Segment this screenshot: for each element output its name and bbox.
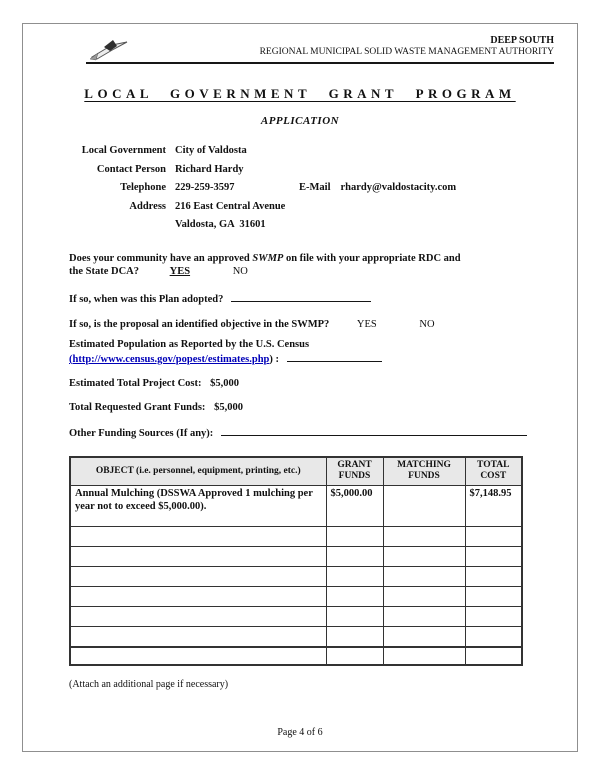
org-name-line1: DEEP SOUTH <box>490 35 554 46</box>
applicant-info-block <box>69 142 547 235</box>
budget-table-empty-cell <box>383 586 465 606</box>
budget-table-cell: $5,000.00 <box>326 485 383 526</box>
email-value: rhardy@valdostacity.com <box>340 182 457 194</box>
budget-table-empty-cell <box>70 647 326 665</box>
plan-adopted-label: If so, when was this Plan adopted? <box>69 293 224 305</box>
census-label-line1: Estimated Population as Reported by the U.S. Census <box>69 338 310 350</box>
budget-table-cell <box>383 485 465 526</box>
page-header <box>86 35 554 58</box>
attach-note: (Attach an additional page if necessary) <box>69 678 229 690</box>
budget-table-empty-cell <box>70 606 326 626</box>
budget-table-empty-cell <box>465 566 522 586</box>
census-link-close: ) : <box>269 353 280 365</box>
objective-question <box>69 318 547 331</box>
swmp-question-text-1: Does your community have an approved <box>69 252 253 264</box>
budget-table-empty-cell <box>326 647 383 665</box>
budget-table-empty-cell <box>383 647 465 665</box>
swmp-no-option: NO <box>232 265 248 277</box>
requested-grant-funds-value: $5,000 <box>214 401 243 413</box>
page-title: LOCAL GOVERNMENT GRANT PROGRAM <box>84 86 516 102</box>
budget-table-empty-cell <box>326 526 383 546</box>
budget-table-empty-row <box>70 566 522 586</box>
budget-table-empty-cell <box>465 606 522 626</box>
budget-table-empty-cell <box>465 586 522 606</box>
budget-table-data-row <box>70 485 522 526</box>
census-population-blank-field <box>287 351 382 362</box>
info-row-contact-person <box>69 161 547 180</box>
local-government-value: City of Valdosta <box>175 145 247 157</box>
plan-adopted-question <box>69 291 547 306</box>
contact-person-label: Contact Person <box>96 163 166 175</box>
other-funding-sources-blank-field <box>221 425 527 436</box>
budget-table-header-cell: TOTAL COST <box>465 457 522 485</box>
objective-no-option: NO <box>419 318 435 330</box>
budget-table-header-row <box>70 457 522 485</box>
objective-yes-option: YES <box>356 318 377 330</box>
info-row-address2 <box>69 216 547 235</box>
census-url-link[interactable]: http://www.census.gov/popest/estimates.php <box>72 353 270 365</box>
budget-table-empty-cell <box>465 526 522 546</box>
budget-table-empty-row <box>70 526 522 546</box>
budget-table-empty-cell <box>326 546 383 566</box>
requested-grant-funds-line <box>69 401 547 414</box>
budget-table-empty-cell <box>70 546 326 566</box>
other-funding-sources-label: Other Funding Sources (If any): <box>69 427 214 439</box>
page-subtitle: APPLICATION <box>260 115 340 128</box>
swmp-term: SWMP <box>252 252 284 264</box>
budget-table-empty-cell <box>383 526 465 546</box>
budget-table-empty-cell <box>326 566 383 586</box>
requested-grant-funds-label: Total Requested Grant Funds: <box>69 401 206 413</box>
swmp-question <box>69 252 547 278</box>
budget-table-header-cell: OBJECT (i.e. personnel, equipment, printing, etc.) <box>70 457 326 485</box>
address-label: Address <box>129 200 166 212</box>
budget-table-cell: Annual Mulching (DSSWA Approved 1 mulching per year not to exceed $5,000.00). <box>70 485 326 526</box>
budget-table-empty-cell <box>70 526 326 546</box>
budget-table-empty-cell <box>70 586 326 606</box>
contact-person-value: Richard Hardy <box>175 163 244 175</box>
budget-table-empty-cell <box>465 647 522 665</box>
estimated-total-cost-line <box>69 377 547 390</box>
budget-table-empty-cell <box>326 606 383 626</box>
info-row-local-government <box>69 142 547 161</box>
budget-table-body <box>70 485 522 665</box>
budget-table-empty-cell <box>70 626 326 647</box>
other-funding-sources-line <box>69 425 547 440</box>
swmp-yes-option: YES <box>169 265 191 277</box>
application-form-page <box>22 23 578 752</box>
budget-table-header-cell: MATCHING FUNDS <box>383 457 465 485</box>
budget-table-empty-row <box>70 647 522 665</box>
budget-table-empty-cell <box>383 566 465 586</box>
budget-table-empty-cell <box>70 566 326 586</box>
budget-table-empty-row <box>70 586 522 606</box>
budget-table-empty-cell <box>326 626 383 647</box>
budget-table-empty-cell <box>326 586 383 606</box>
address-line2: Valdosta, GA 31601 <box>175 219 266 231</box>
address-line1: 216 East Central Avenue <box>175 200 286 212</box>
info-row-address <box>69 198 547 217</box>
budget-table-cell: $7,148.95 <box>465 485 522 526</box>
bird-logo-icon <box>86 36 130 64</box>
budget-table-empty-cell <box>383 626 465 647</box>
telephone-value: 229-259-3597 <box>175 182 235 194</box>
census-link-open-paren: ( <box>69 353 73 365</box>
estimated-total-cost-label: Estimated Total Project Cost: <box>69 377 202 389</box>
swmp-question-line2: the State DCA? <box>69 265 139 277</box>
budget-table-empty-cell <box>383 606 465 626</box>
budget-table-empty-cell <box>465 546 522 566</box>
plan-adopted-blank-field <box>231 291 371 302</box>
org-name-line2: REGIONAL MUNICIPAL SOLID WASTE MANAGEMENT AUTHORITY <box>259 47 554 57</box>
info-row-telephone-email <box>69 179 547 198</box>
budget-table-empty-row <box>70 546 522 566</box>
objective-label: If so, is the proposal an identified objective in the SWMP? <box>69 318 330 330</box>
budget-table-header-cell: GRANT FUNDS <box>326 457 383 485</box>
estimated-total-cost-value: $5,000 <box>210 377 239 389</box>
swmp-question-text-2: on file with your appropriate RDC and <box>283 252 461 264</box>
header-divider <box>86 62 554 64</box>
email-label: E-Mail <box>299 182 331 194</box>
census-population-block <box>69 338 547 366</box>
budget-table-empty-row <box>70 606 522 626</box>
budget-table-empty-row <box>70 626 522 647</box>
budget-table-empty-cell <box>383 546 465 566</box>
budget-table <box>69 456 523 666</box>
budget-table-empty-cell <box>465 626 522 647</box>
page-number: Page 4 of 6 <box>277 727 323 738</box>
local-government-label: Local Government <box>81 145 166 157</box>
telephone-label: Telephone <box>120 182 166 194</box>
